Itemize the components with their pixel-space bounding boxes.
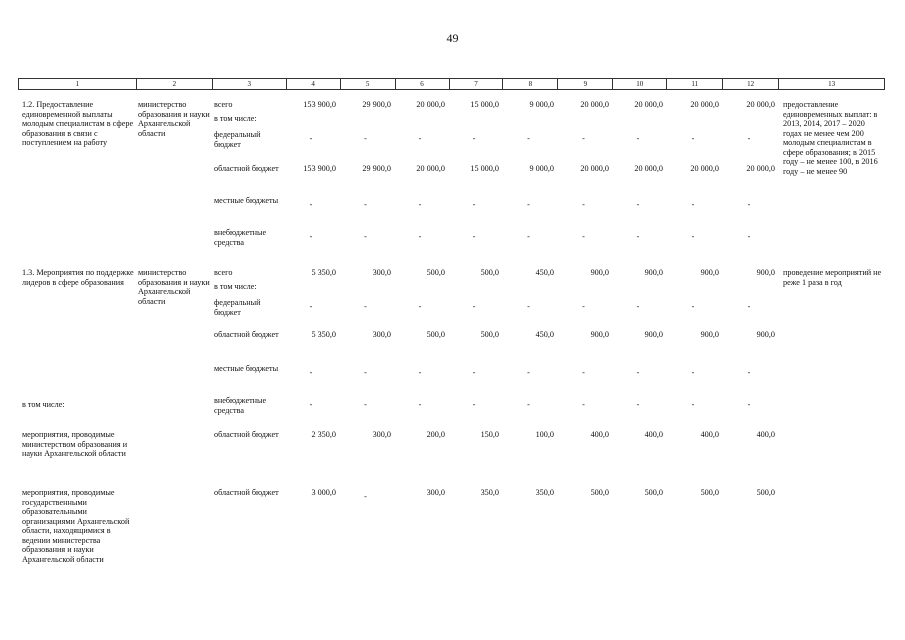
amount-cell: 29 900,0	[362, 164, 391, 173]
measure-name: мероприятия, проводимые министерством образования и науки Архангельской области	[22, 430, 128, 458]
amount-cell: 900,0	[590, 330, 609, 339]
amount-cell: 300,0	[372, 330, 391, 339]
funding-source: внебюджетные средства	[214, 228, 267, 247]
column-number-row	[18, 78, 885, 90]
amount-cell: 400,0	[756, 430, 775, 439]
amount-cell: 20 000,0	[746, 100, 775, 109]
amount-cell: -	[364, 134, 367, 143]
amount-cell: -	[472, 302, 476, 311]
funding-source: местные бюджеты	[214, 196, 279, 205]
funding-source: областной бюджет	[214, 430, 279, 439]
amount-cell: -	[309, 200, 313, 209]
funding-source: федеральный бюджет	[214, 298, 261, 317]
column-number-11: 11	[667, 79, 723, 89]
amount-cell: 900,0	[756, 268, 775, 277]
amount-cell: -	[527, 134, 530, 143]
amount-cell: -	[472, 200, 476, 209]
amount-cell: 100,0	[535, 430, 554, 439]
amount-cell: -	[418, 134, 422, 143]
column-number-12: 12	[723, 79, 779, 89]
amount-cell: -	[527, 200, 530, 209]
amount-cell: 20 000,0	[580, 100, 609, 109]
measure-name: 1.3. Мероприятия по поддержке лидеров в сфере образования	[22, 268, 134, 287]
executor: министерство образования и науки Архангельской области	[138, 268, 210, 306]
amount-cell: -	[309, 400, 313, 409]
amount-cell: 500,0	[700, 488, 719, 497]
amount-cell: 5 350,0	[311, 268, 336, 277]
amount-cell: 20 000,0	[634, 164, 663, 173]
amount-cell: -	[636, 368, 640, 377]
amount-cell: -	[472, 134, 476, 143]
amount-cell: 20 000,0	[690, 164, 719, 173]
amount-cell: -	[472, 400, 476, 409]
funding-source: федеральный бюджет	[214, 130, 261, 149]
funding-source: местные бюджеты	[214, 364, 279, 373]
expected-result: проведение мероприятий не реже 1 раза в год	[783, 268, 882, 287]
amount-cell: -	[418, 368, 422, 377]
amount-cell: -	[636, 302, 640, 311]
amount-cell: 900,0	[590, 268, 609, 277]
amount-cell: -	[527, 232, 530, 241]
amount-cell: 500,0	[426, 268, 445, 277]
column-number-2: 2	[137, 79, 213, 89]
column-number-10: 10	[613, 79, 667, 89]
amount-cell: -	[636, 232, 640, 241]
amount-cell: -	[636, 134, 640, 143]
amount-cell: 500,0	[590, 488, 609, 497]
amount-cell: 900,0	[644, 330, 663, 339]
funding-source: областной бюджет	[214, 164, 279, 173]
amount-cell: -	[527, 368, 530, 377]
column-number-6: 6	[396, 79, 450, 89]
amount-cell: 300,0	[372, 430, 391, 439]
amount-cell: -	[418, 200, 422, 209]
column-number-13: 13	[779, 79, 885, 89]
amount-cell: 153 900,0	[303, 100, 336, 109]
funding-source: в том числе:	[214, 282, 257, 291]
amount-cell: -	[309, 232, 313, 241]
amount-cell: 3 000,0	[311, 488, 336, 497]
amount-cell: 200,0	[426, 430, 445, 439]
amount-cell: -	[364, 302, 367, 311]
amount-cell: 900,0	[700, 330, 719, 339]
amount-cell: -	[691, 232, 695, 241]
subheading: в том числе:	[22, 400, 65, 409]
column-number-4: 4	[287, 79, 341, 89]
amount-cell: 500,0	[480, 268, 499, 277]
amount-cell: 450,0	[535, 268, 554, 277]
column-number-1: 1	[19, 79, 137, 89]
amount-cell: -	[309, 368, 313, 377]
amount-cell: 500,0	[644, 488, 663, 497]
amount-cell: -	[582, 200, 585, 209]
amount-cell: -	[364, 200, 367, 209]
amount-cell: 900,0	[756, 330, 775, 339]
measure-name: 1.2. Предоставление единовременной выплаты молодым специалистам в сфере образования в связи с поступлением на работу	[22, 100, 134, 147]
funding-source: в том числе:	[214, 114, 257, 123]
amount-cell: -	[691, 368, 695, 377]
amount-cell: -	[364, 400, 367, 409]
amount-cell: 2 350,0	[311, 430, 336, 439]
amount-cell: -	[691, 400, 695, 409]
amount-cell: 20 000,0	[634, 100, 663, 109]
amount-cell: -	[747, 400, 751, 409]
funding-source: внебюджетные средства	[214, 396, 267, 415]
amount-cell: 500,0	[756, 488, 775, 497]
amount-cell: -	[418, 400, 422, 409]
funding-source: всего	[214, 268, 233, 277]
amount-cell: -	[527, 302, 530, 311]
executor: министерство образования и науки Архангельской области	[138, 100, 210, 138]
amount-cell: 20 000,0	[746, 164, 775, 173]
amount-cell: 900,0	[644, 268, 663, 277]
amount-cell: -	[309, 134, 313, 143]
amount-cell: -	[747, 368, 751, 377]
amount-cell: -	[582, 368, 585, 377]
amount-cell: -	[309, 302, 313, 311]
amount-cell: -	[636, 200, 640, 209]
funding-source: всего	[214, 100, 233, 109]
amount-cell: -	[582, 134, 585, 143]
amount-cell: -	[582, 232, 585, 241]
amount-cell: -	[747, 134, 751, 143]
amount-cell: 15 000,0	[470, 164, 499, 173]
amount-cell: 400,0	[644, 430, 663, 439]
amount-cell: -	[747, 232, 751, 241]
amount-cell: 900,0	[700, 268, 719, 277]
amount-cell: -	[472, 232, 476, 241]
measure-name: мероприятия, проводимые государственными образовательными организациями Архангельской области, находящимися в ведении министерства образования и науки Архангельской области	[22, 488, 130, 564]
column-number-3: 3	[213, 79, 287, 89]
amount-cell: 500,0	[426, 330, 445, 339]
amount-cell: -	[364, 368, 367, 377]
amount-cell: -	[364, 232, 367, 241]
amount-cell: 5 350,0	[311, 330, 336, 339]
amount-cell: 20 000,0	[416, 164, 445, 173]
amount-cell: -	[691, 200, 695, 209]
amount-cell: -	[582, 302, 585, 311]
amount-cell: 350,0	[480, 488, 499, 497]
amount-cell: -	[691, 134, 695, 143]
budget-table	[18, 78, 885, 564]
column-number-7: 7	[450, 79, 504, 89]
amount-cell: 150,0	[480, 430, 499, 439]
amount-cell: 300,0	[426, 488, 445, 497]
amount-cell: 20 000,0	[690, 100, 719, 109]
funding-source: областной бюджет	[214, 330, 279, 339]
amount-cell: 450,0	[535, 330, 554, 339]
amount-cell: 153 900,0	[303, 164, 336, 173]
amount-cell: -	[747, 200, 751, 209]
amount-cell: 20 000,0	[416, 100, 445, 109]
column-number-5: 5	[341, 79, 396, 89]
amount-cell: 500,0	[480, 330, 499, 339]
amount-cell: 9 000,0	[529, 164, 554, 173]
funding-source: областной бюджет	[214, 488, 279, 497]
amount-cell: 400,0	[700, 430, 719, 439]
amount-cell: -	[418, 232, 422, 241]
amount-cell: -	[747, 302, 751, 311]
amount-cell: -	[636, 400, 640, 409]
amount-cell: -	[582, 400, 585, 409]
amount-cell: 20 000,0	[580, 164, 609, 173]
amount-cell: 300,0	[372, 268, 391, 277]
amount-cell: 400,0	[590, 430, 609, 439]
amount-cell: 9 000,0	[529, 100, 554, 109]
page-number: 49	[446, 31, 459, 45]
amount-cell: -	[472, 368, 476, 377]
amount-cell: -	[527, 400, 530, 409]
amount-cell: -	[691, 302, 695, 311]
amount-cell: -	[364, 492, 367, 501]
column-number-9: 9	[558, 79, 613, 89]
amount-cell: 29 900,0	[362, 100, 391, 109]
amount-cell: 15 000,0	[470, 100, 499, 109]
amount-cell: -	[418, 302, 422, 311]
amount-cell: 350,0	[535, 488, 554, 497]
expected-result: предоставление единовременных выплат: в 2013, 2014, 2017 – 2020 годах не менее чем 200 молодым специалистам в сфере образования; в 2015 году – не менее 100, в 2016 году – не менее 90	[783, 100, 878, 176]
column-number-8: 8	[503, 79, 558, 89]
